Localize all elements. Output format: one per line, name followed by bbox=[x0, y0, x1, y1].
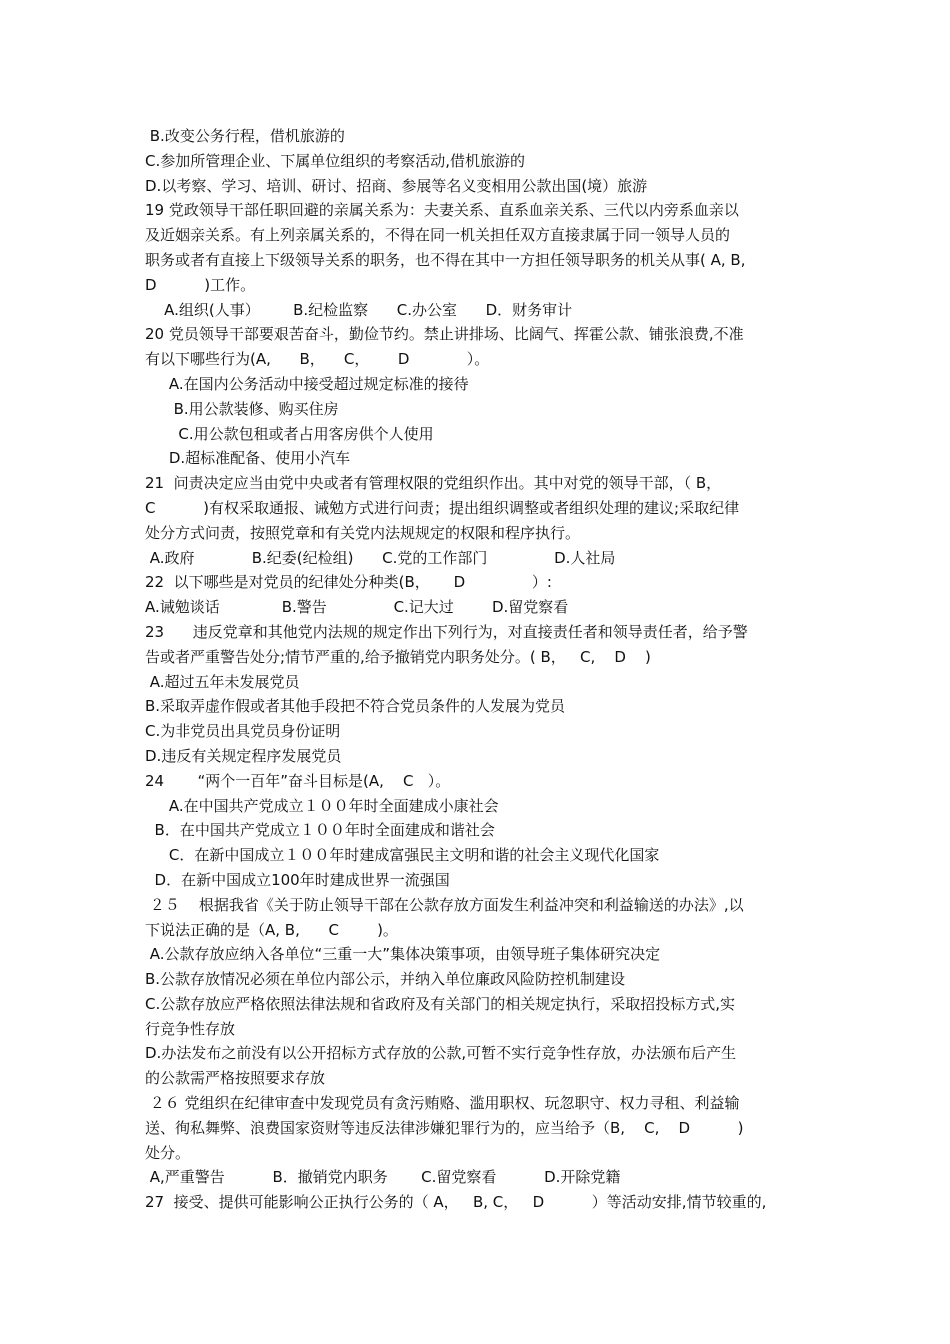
question-18-option-d: D.以考察、学习、培训、研讨、招商、参展等名义变相用公款出国(境）旅游 bbox=[145, 176, 648, 195]
question-23-option-d: D.违反有关规定程序发展党员 bbox=[145, 746, 342, 765]
question-24-text: 24 “两个一百年”奋斗目标是(A, C ）。 bbox=[145, 771, 451, 790]
question-23-option-c: C.为非党员出具党员身份证明 bbox=[145, 722, 341, 741]
question-19-text-line-3: 职务或者有直接上下级领导关系的职务，也不得在其中一方担任领导职务的机关从事( A, B, bbox=[145, 250, 746, 269]
question-23-option-b: B.采取弄虚作假或者其他手段把不符合党员条件的人发展为党员 bbox=[145, 697, 566, 716]
question-20-option-d: D.超标准配备、使用小汽车 bbox=[145, 449, 351, 468]
question-22-text: 22 以下哪些是对党员的纪律处分种类(B， D ）: bbox=[145, 573, 552, 592]
question-24-option-c: C．在新中国成立１００年时建成富强民主文明和谐的社会主义现代化国家 bbox=[145, 846, 660, 865]
question-25-text-line-2: 下说法正确的是（A, B, C )。 bbox=[145, 920, 398, 939]
question-20-text-line-1: 20 党员领导干部要艰苦奋斗，勤俭节约。禁止讲排场、比阔气、挥霍公款、铺张浪费,不准 bbox=[145, 325, 744, 344]
question-26-text-line-1: ２６ 党组织在纪律审查中发现党员有贪污贿赂、滥用职权、玩忽职守、权力寻租、利益输 bbox=[145, 1094, 740, 1113]
question-20-option-c: C.用公款包租或者占用客房供个人使用 bbox=[145, 424, 434, 443]
question-22-options: A.诫勉谈话 B.警告 C.记大过 D.留党察看 bbox=[145, 598, 569, 617]
question-25-option-d-line-2: 的公款需严格按照要求存放 bbox=[145, 1069, 326, 1088]
question-26-options: A,严重警告 B．撤销党内职务 C.留党察看 D.开除党籍 bbox=[145, 1168, 621, 1187]
question-25-option-b: B.公款存放情况必须在单位内部公示，并纳入单位廉政风险防控机制建设 bbox=[145, 970, 626, 989]
question-19-options: A.组织(人事） B.纪检监察 C.办公室 D．财务审计 bbox=[145, 300, 573, 319]
question-25-text-line-1: ２５ 根据我省《关于防止领导干部在公款存放方面发生利益冲突和利益输送的办法》,以 bbox=[145, 895, 744, 914]
question-21-text-line-1: 21 问责决定应当由党中央或者有管理权限的党组织作出。其中对党的领导干部，（ B， bbox=[145, 474, 722, 493]
question-24-option-a: A.在中国共产党成立１００年时全面建成小康社会 bbox=[145, 796, 499, 815]
question-21-text-line-3: 处分方式问责，按照党章和有关党内法规规定的权限和程序执行。 bbox=[145, 523, 581, 542]
question-25-option-a: A.公款存放应纳入各单位“三重一大”集体决策事项，由领导班子集体研究决定 bbox=[145, 945, 661, 964]
question-27-text-line-1: 27 接受、提供可能影响公正执行公务的（ A， B, C， D ）等活动安排,情节较重的, bbox=[145, 1193, 767, 1212]
question-23-option-a: A.超过五年未发展党员 bbox=[145, 672, 300, 691]
question-25-option-c-line-2: 行竞争性存放 bbox=[145, 1019, 236, 1038]
question-24-option-b: B．在中国共产党成立１００年时全面建成和谐社会 bbox=[145, 821, 495, 840]
question-26-text-line-2: 送、徇私舞弊、浪费国家资财等违反法律涉嫌犯罪行为的，应当给予（B, C, D ) bbox=[145, 1118, 744, 1137]
question-19-text-line-2: 及近姻亲关系。有上列亲属关系的，不得在同一机关担任双方直接隶属于同一领导人员的 bbox=[145, 226, 731, 245]
question-20-option-b: B.用公款装修、购买住房 bbox=[145, 399, 339, 418]
question-19-text-line-4: D )工作。 bbox=[145, 275, 256, 294]
question-23-text-line-2: 告或者严重警告处分;情节严重的,给予撤销党内职务处分。( B， C, D ) bbox=[145, 647, 651, 666]
question-25-option-c-line-1: C.公款存放应严格依照法律法规和省政府及有关部门的相关规定执行，采取招投标方式,实 bbox=[145, 994, 736, 1013]
question-18-option-b: B.改变公务行程，借机旅游的 bbox=[145, 127, 345, 145]
question-25-option-d-line-1: D.办法发布之前没有以公开招标方式存放的公款,可暂不实行竞争性存放，办法颁布后产生 bbox=[145, 1044, 737, 1063]
question-21-text-line-2: C )有权采取通报、诫勉方式进行问责；提出组织调整或者组织处理的建议;采取纪律 bbox=[145, 498, 740, 517]
question-26-text-line-3: 处分。 bbox=[145, 1143, 191, 1162]
question-20-option-a: A.在国内公务活动中接受超过规定标准的接待 bbox=[145, 374, 469, 393]
question-24-option-d: D．在新中国成立100年时建成世界一流强国 bbox=[145, 870, 450, 889]
question-21-options: A.政府 B.纪委(纪检组) C.党的工作部门 D.人社局 bbox=[145, 548, 616, 567]
document-body bbox=[145, 124, 810, 1215]
question-19-text-line-1: 19 党政领导干部任职回避的亲属关系为：夫妻关系、直系血亲关系、三代以内旁系血亲以 bbox=[145, 201, 739, 220]
question-18-option-c: C.参加所管理企业、下属单位组织的考察活动,借机旅游的 bbox=[145, 151, 526, 170]
question-23-text-line-1: 23 违反党章和其他党内法规的规定作出下列行为，对直接责任者和领导责任者，给予警 bbox=[145, 622, 748, 641]
question-20-text-line-2: 有以下哪些行为(A, B， C， D ）。 bbox=[145, 350, 490, 369]
